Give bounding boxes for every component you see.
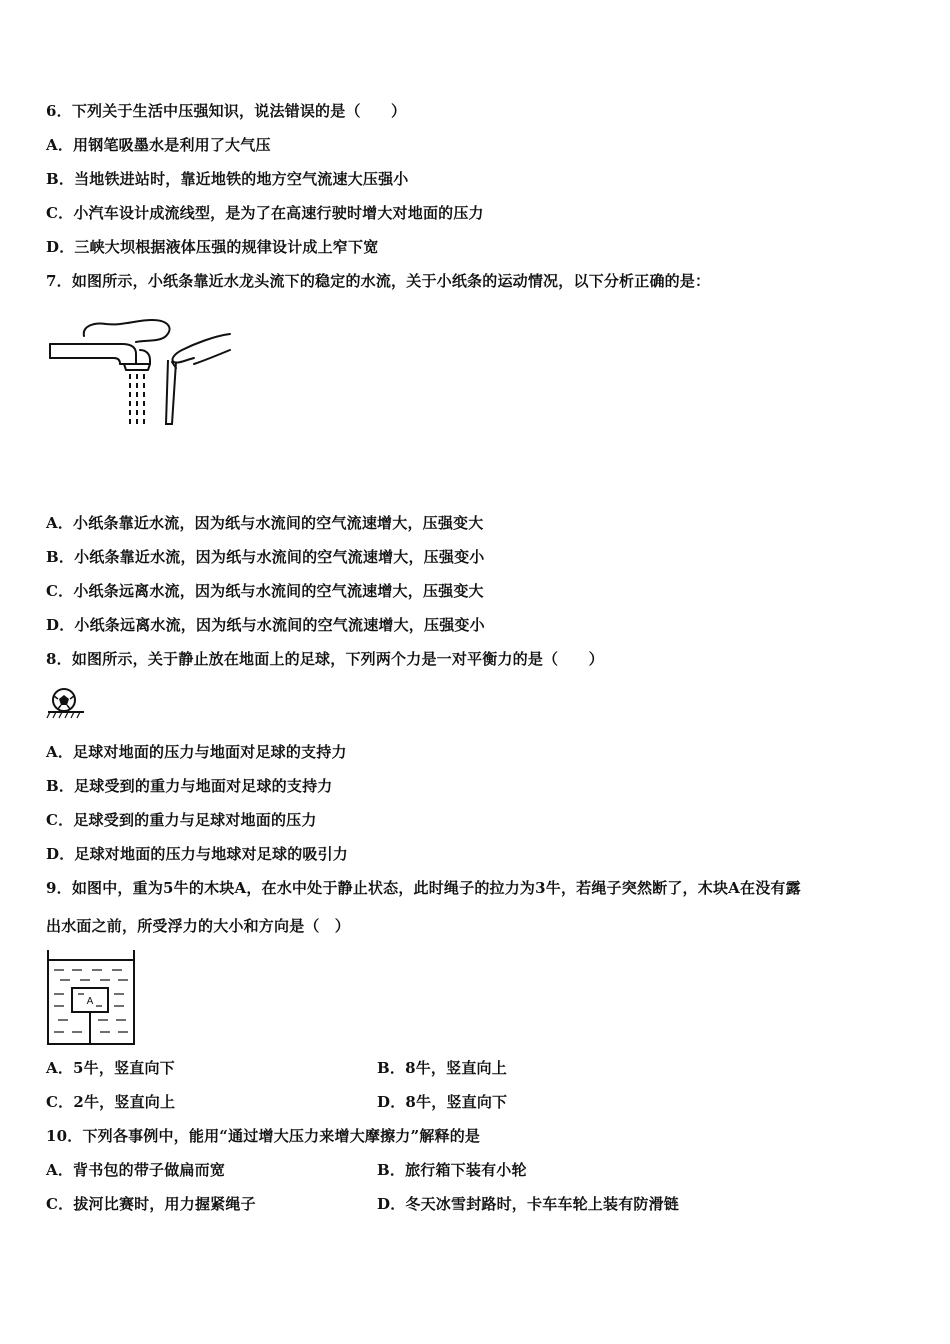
- football-on-ground-figure: [46, 686, 86, 722]
- q7-option-a: A．小纸条靠近水流，因为纸与水流间的空气流速增大，压强变大: [46, 514, 484, 532]
- q8-option-a: A．足球对地面的压力与地面对足球的支持力: [46, 743, 347, 761]
- q7-option-d: D．小纸条远离水流，因为纸与水流间的空气流速增大，压强变小: [46, 616, 485, 634]
- q10-option-d: D．冬天冰雪封路时，卡车车轮上装有防滑链: [377, 1195, 680, 1213]
- q7-stem: 7．如图所示，小纸条靠近水龙头流下的稳定的水流，关于小纸条的运动情况，以下分析正确的是：: [46, 272, 711, 290]
- q9-stem-line1: 9．如图中，重为5牛的木块A，在水中处于静止状态，此时绳子的拉力为3牛，若绳子突然断了，木块A在没有露: [46, 879, 801, 897]
- q9-option-a: A．5牛，竖直向下: [46, 1059, 175, 1077]
- q6-option-a: A．用钢笔吸墨水是利用了大气压: [46, 136, 271, 154]
- q6-option-d: D．三峡大坝根据液体压强的规律设计成上窄下宽: [46, 238, 379, 256]
- q10-option-c: C．拔河比赛时，用力握紧绳子: [46, 1195, 256, 1213]
- q8-stem: 8．如图所示，关于静止放在地面上的足球，下列两个力是一对平衡力的是（ ）: [46, 650, 604, 668]
- q9-option-d: D．8牛，竖直向下: [377, 1093, 508, 1111]
- q9-option-c: C．2牛，竖直向上: [46, 1093, 176, 1111]
- block-a-label: A: [86, 996, 94, 1007]
- q8-option-d: D．足球对地面的压力与地球对足球的吸引力: [46, 845, 349, 863]
- faucet-figure: [44, 314, 234, 434]
- q6-stem: 6．下列关于生活中压强知识，说法错误的是（ ）: [46, 102, 407, 120]
- q6-option-c: C．小汽车设计成流线型，是为了在高速行驶时增大对地面的压力: [46, 204, 484, 222]
- q10-stem: 10．下列各事例中，能用“通过增大压力来增大摩擦力”解释的是: [46, 1127, 481, 1145]
- q7-option-c: C．小纸条远离水流，因为纸与水流间的空气流速增大，压强变大: [46, 582, 484, 600]
- q9-option-b: B．8牛，竖直向上: [377, 1059, 507, 1077]
- q7-option-b: B．小纸条靠近水流，因为纸与水流间的空气流速增大，压强变小: [46, 548, 485, 566]
- q10-option-b: B．旅行箱下装有小轮: [377, 1161, 527, 1179]
- q8-option-b: B．足球受到的重力与地面对足球的支持力: [46, 777, 333, 795]
- water-tank-figure: [44, 948, 138, 1048]
- q8-option-c: C．足球受到的重力与足球对地面的压力: [46, 811, 317, 829]
- q6-option-b: B．当地铁进站时，靠近地铁的地方空气流速大压强小: [46, 170, 409, 188]
- q10-option-a: A．背书包的带子做扁而宽: [46, 1161, 226, 1179]
- q9-stem-line2: 出水面之前，所受浮力的大小和方向是（ ）: [46, 917, 351, 935]
